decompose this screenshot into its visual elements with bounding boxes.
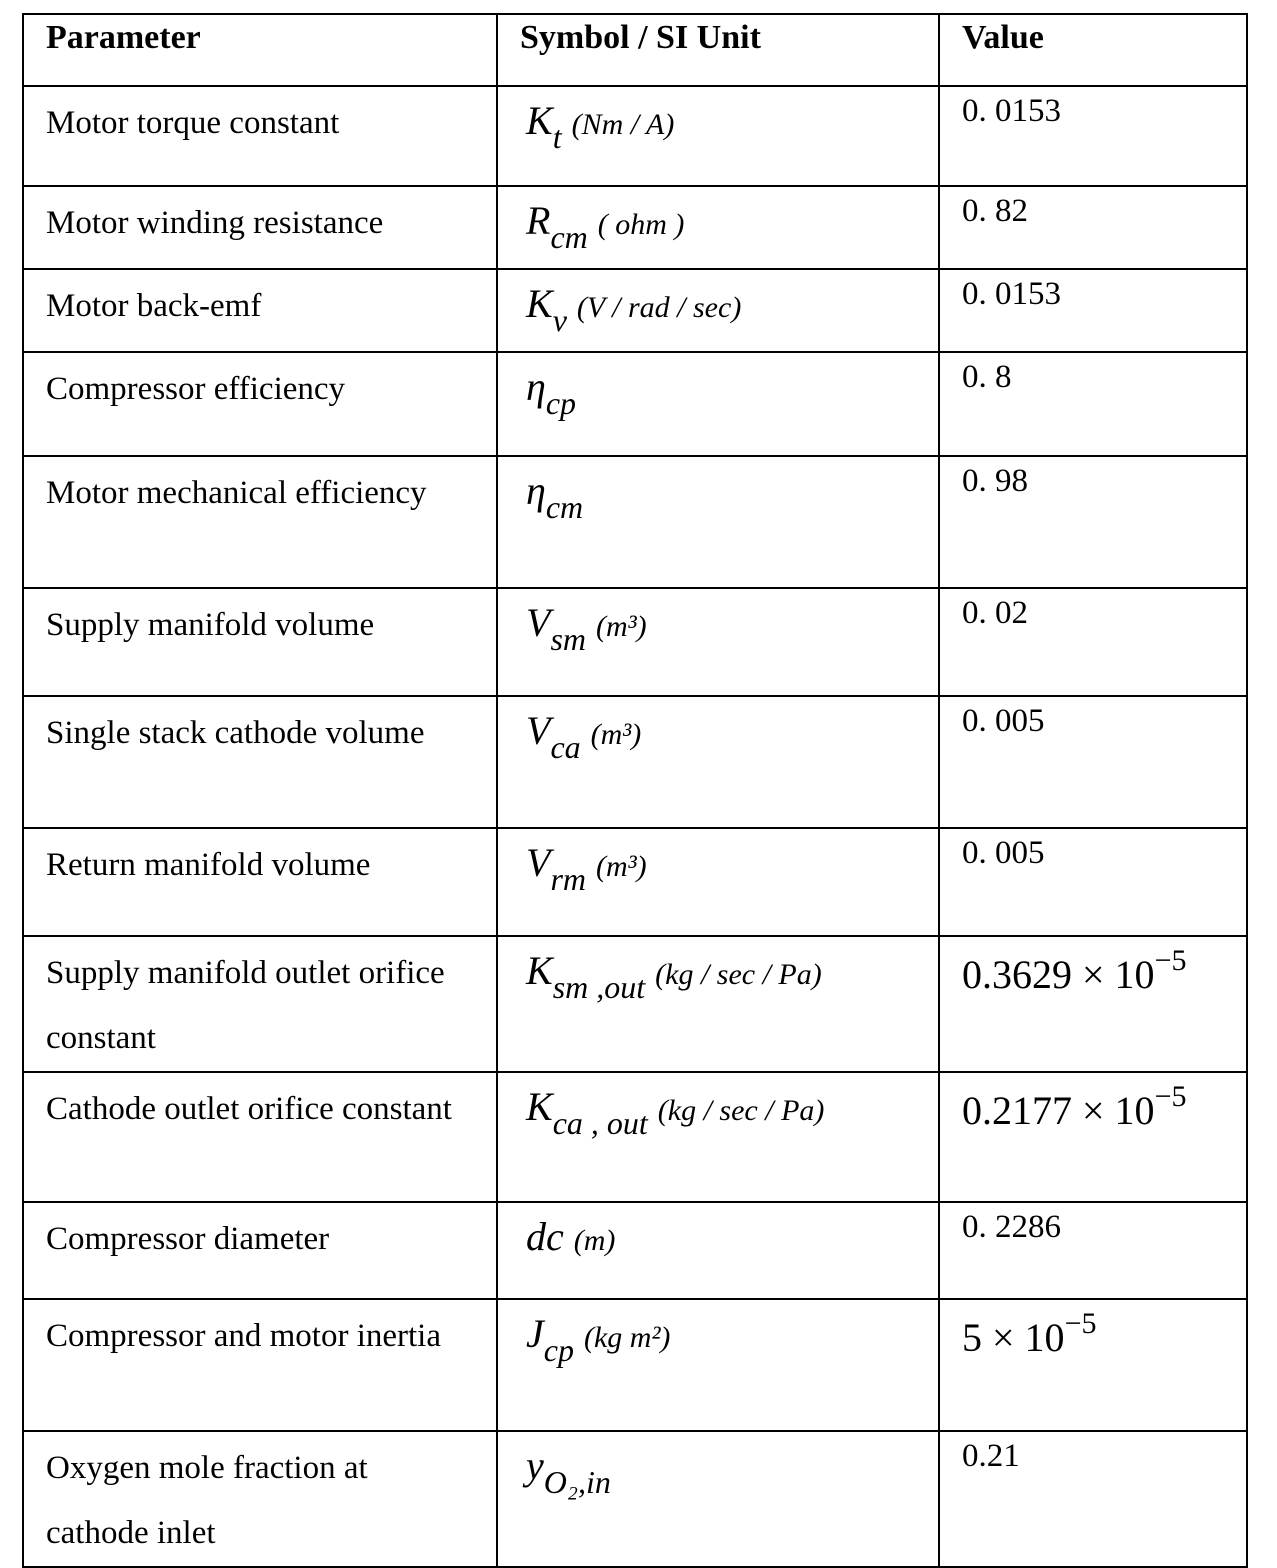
symbol-subscript: sm ,out (552, 969, 646, 1005)
table-row (23, 1072, 1247, 1202)
symbol-unit-text: (kg / sec / Pa) (655, 958, 822, 991)
value-cell (939, 588, 1247, 696)
value-mantissa: 0.3629 × 10 (962, 952, 1155, 997)
symbol-unit-text: (kg / sec / Pa) (657, 1094, 825, 1127)
table-row (23, 352, 1247, 456)
parameter-name: Cathode outlet orifice constant (23, 1072, 497, 1202)
value-cell (939, 1299, 1247, 1431)
symbol-base: K (526, 948, 553, 993)
value-exponent: −5 (1064, 1307, 1097, 1340)
symbol-subscript: cp (543, 1332, 574, 1368)
symbol-unit (497, 1431, 939, 1567)
value-exponent: −5 (1154, 944, 1187, 977)
symbol-unit (497, 1202, 939, 1299)
value-mantissa: 0. 0153 (962, 93, 1061, 129)
parameter-name: Compressor diameter (23, 1202, 497, 1299)
value-mantissa: 0. 0153 (962, 276, 1061, 312)
table-row (23, 1299, 1247, 1431)
table-row (23, 269, 1247, 352)
symbol-unit (497, 696, 939, 828)
value-mantissa: 5 × 10 (962, 1315, 1065, 1360)
symbol-unit (497, 86, 939, 186)
value-mantissa: 0.21 (962, 1438, 1020, 1474)
symbol-unit (497, 828, 939, 936)
symbol-subscript: cp (545, 385, 577, 421)
symbol-unit (497, 352, 939, 456)
symbol-unit (497, 588, 939, 696)
symbol-unit-text: (m³) (590, 718, 642, 751)
symbol-unit (497, 1299, 939, 1431)
value-cell (939, 186, 1247, 269)
table-row (23, 186, 1247, 269)
symbol-subscript: O₂,in (543, 1464, 611, 1500)
parameter-name: Motor mechanical efficiency (23, 456, 497, 588)
symbol-unit (497, 1072, 939, 1202)
value-cell (939, 269, 1247, 352)
symbol-base: V (526, 708, 551, 753)
symbol-unit-text: ( ohm ) (597, 208, 685, 241)
table-row (23, 936, 1247, 1072)
table-row (23, 456, 1247, 588)
table-row (23, 86, 1247, 186)
symbol-unit-text: (V / rad / sec) (576, 291, 742, 324)
parameter-name: Motor torque constant (23, 86, 497, 186)
symbol-unit-text: (Nm / A) (571, 108, 675, 141)
table-row (23, 1202, 1247, 1299)
symbol-base: η (526, 468, 546, 513)
symbol-base: V (526, 840, 551, 885)
value-mantissa: 0. 005 (962, 703, 1045, 739)
parameter-name: Compressor and motor inertia (23, 1299, 497, 1431)
symbol-base: K (526, 1084, 553, 1129)
symbol-subscript: cm (545, 489, 584, 525)
symbol-subscript: t (552, 119, 562, 155)
header-value: Value (939, 14, 1247, 86)
parameter-name: Oxygen mole fraction at cathode inlet (23, 1431, 497, 1567)
value-cell (939, 936, 1247, 1072)
symbol-unit-text: (kg m²) (583, 1321, 671, 1354)
symbol-unit-text: (m³) (596, 610, 647, 643)
value-cell (939, 696, 1247, 828)
value-mantissa: 0. 98 (962, 463, 1028, 499)
value-cell (939, 352, 1247, 456)
value-cell (939, 828, 1247, 936)
value-cell (939, 1431, 1247, 1567)
symbol-unit-text: (m) (573, 1224, 616, 1257)
symbol-unit (497, 269, 939, 352)
value-cell (939, 1072, 1247, 1202)
symbol-base: J (526, 1311, 544, 1356)
value-mantissa: 0. 005 (962, 835, 1045, 871)
parameter-name: Supply manifold volume (23, 588, 497, 696)
value-mantissa: 0. 82 (962, 193, 1028, 229)
parameter-name: Return manifold volume (23, 828, 497, 936)
symbol-base: y (526, 1443, 544, 1488)
header-symbol-unit: Symbol / SI Unit (497, 14, 939, 86)
value-cell (939, 456, 1247, 588)
symbol-unit (497, 936, 939, 1072)
parameter-name: Motor back-emf (23, 269, 497, 352)
symbol-base: η (526, 364, 546, 409)
symbol-base: V (526, 600, 551, 645)
symbol-subscript: ca , out (552, 1105, 648, 1141)
symbol-unit (497, 456, 939, 588)
value-exponent: −5 (1154, 1080, 1187, 1113)
symbol-subscript: ca (550, 729, 581, 765)
value-mantissa: 0.2177 × 10 (962, 1088, 1155, 1133)
parameter-name: Supply manifold outlet orifice constant (23, 936, 497, 1072)
symbol-base: R (526, 198, 551, 243)
table-row (23, 828, 1247, 936)
symbol-subscript: rm (550, 861, 586, 897)
parameter-name: Compressor efficiency (23, 352, 497, 456)
parameter-name: Motor winding resistance (23, 186, 497, 269)
symbol-subscript: sm (550, 621, 586, 657)
symbol-unit (497, 186, 939, 269)
header-row (23, 14, 1247, 86)
value-mantissa: 0. 02 (962, 595, 1028, 631)
parameter-name: Single stack cathode volume (23, 696, 497, 828)
symbol-base: dc (526, 1214, 564, 1259)
value-cell (939, 1202, 1247, 1299)
header-parameter: Parameter (23, 14, 497, 86)
symbol-base: K (526, 98, 553, 143)
symbol-unit-text: (m³) (596, 850, 647, 883)
value-mantissa: 0. 8 (962, 359, 1012, 395)
symbol-subscript: cm (550, 219, 588, 255)
parameter-table (22, 13, 1248, 1568)
value-mantissa: 0. 2286 (962, 1209, 1061, 1245)
value-cell (939, 86, 1247, 186)
table-row (23, 1431, 1247, 1567)
symbol-base: K (526, 281, 553, 326)
table-row (23, 696, 1247, 828)
symbol-subscript: v (552, 302, 567, 338)
table-row (23, 588, 1247, 696)
